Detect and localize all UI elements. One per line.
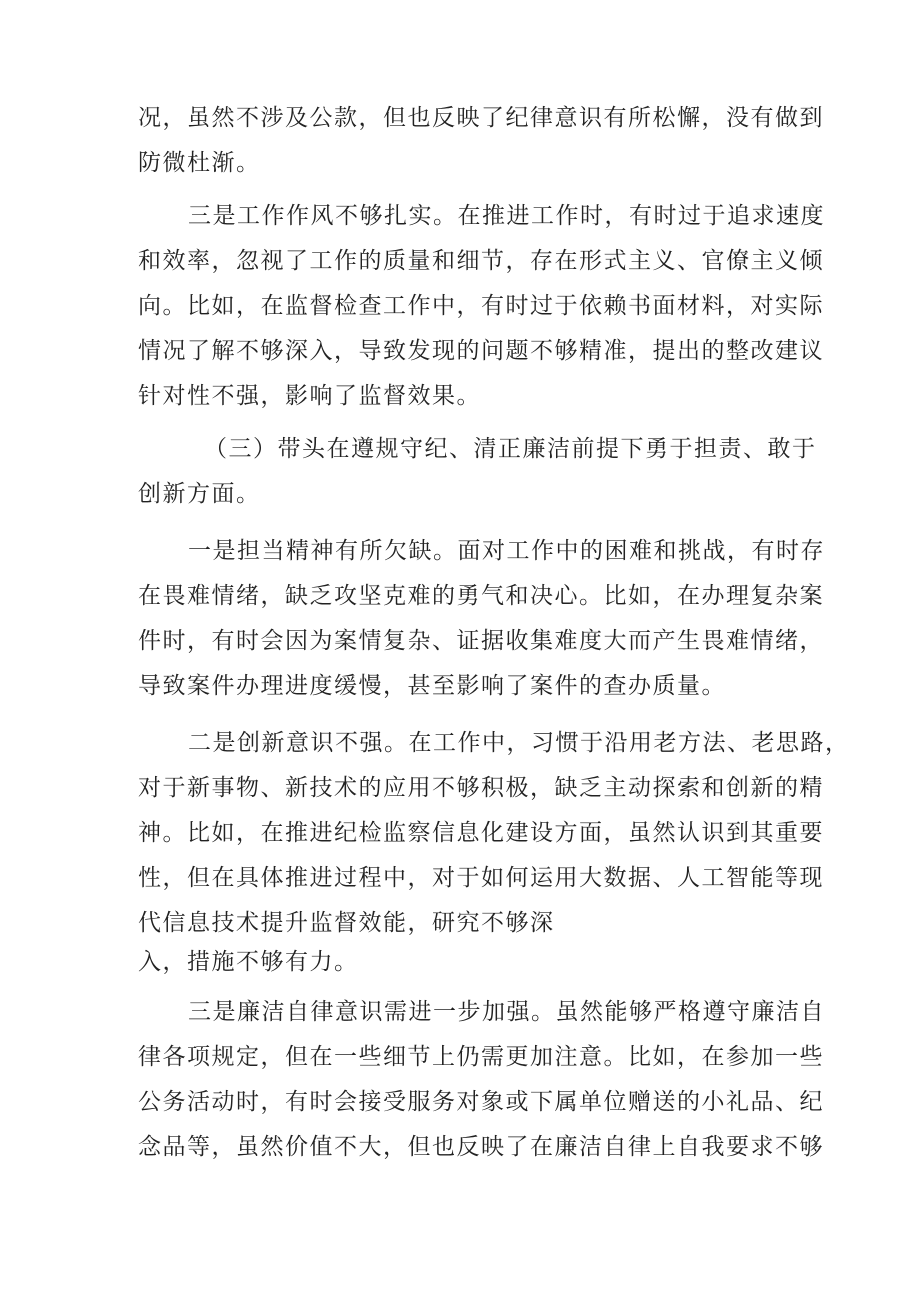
text-line: 三是工作作风不够扎实。在推进工作时，有时过于追求速度 [188,203,825,229]
text-line: 情况了解不够深入，导致发现的问题不够精准，提出的整改建议 [138,338,824,364]
paragraph-work-style [138,194,825,419]
text-line: 念品等，虽然价值不大，但也反映了在廉洁自律上自我要求不够 [138,1134,824,1160]
text-line: 神。比如，在推进纪检监察信息化建设方面，虽然认识到其重要 [138,820,824,846]
text-line: 和效率，忽视了工作的质量和细节，存在形式主义、官僚主义倾 [138,248,824,274]
section-heading-line: 创新方面。 [138,481,261,507]
section-heading-line: （三）带头在遵规守纪、清正廉洁前提下勇于担责、敢于 [204,436,817,462]
text-line: 代信息技术提升监督效能，研究不够深 [138,910,555,936]
text-line: 况，虽然不涉及公款，但也反映了纪律意识有所松懈，没有做到 [138,105,824,131]
text-line: 律各项规定，但在一些细节上仍需更加注意。比如，在参加一些 [138,1044,824,1070]
paragraph-continuation [138,96,824,186]
text-line: 对于新事物、新技术的应用不够积极，缺乏主动探索和创新的精 [138,775,824,801]
section-heading-3 [138,427,817,517]
text-line: 性，但在具体推进过程中，对于如何运用大数据、人工智能等现 [138,865,824,891]
text-line: 导致案件办理进度缓慢，甚至影响了案件的查办质量。 [138,673,726,699]
text-line: 入，措施不够有力。 [138,949,359,975]
text-line: 一是担当精神有所欠缺。面对工作中的困难和挑战，有时存 [188,538,825,564]
text-line: 三是廉洁自律意识需进一步加强。虽然能够严格遵守廉洁自 [188,999,825,1025]
text-line: 在畏难情绪，缺乏攻坚克难的勇气和决心。比如，在办理复杂案 [138,583,824,609]
paragraph-integrity [138,990,825,1170]
text-line: 针对性不强，影响了监督效果。 [138,383,481,409]
paragraph-responsibility [138,529,825,709]
paragraph-innovation [138,721,850,978]
text-line: 向。比如，在监督检查工作中，有时过于依赖书面材料，对实际 [138,293,824,319]
text-line: 防微杜渐。 [138,150,261,176]
text-line: 二是创新意识不强。在工作中，习惯于沿用老方法、老思路， [188,730,850,756]
text-line: 公务活动时，有时会接受服务对象或下属单位赠送的小礼品、纪 [138,1089,824,1115]
document-body [138,96,850,1170]
text-line: 件时，有时会因为案情复杂、证据收集难度大而产生畏难情绪， [138,628,824,654]
